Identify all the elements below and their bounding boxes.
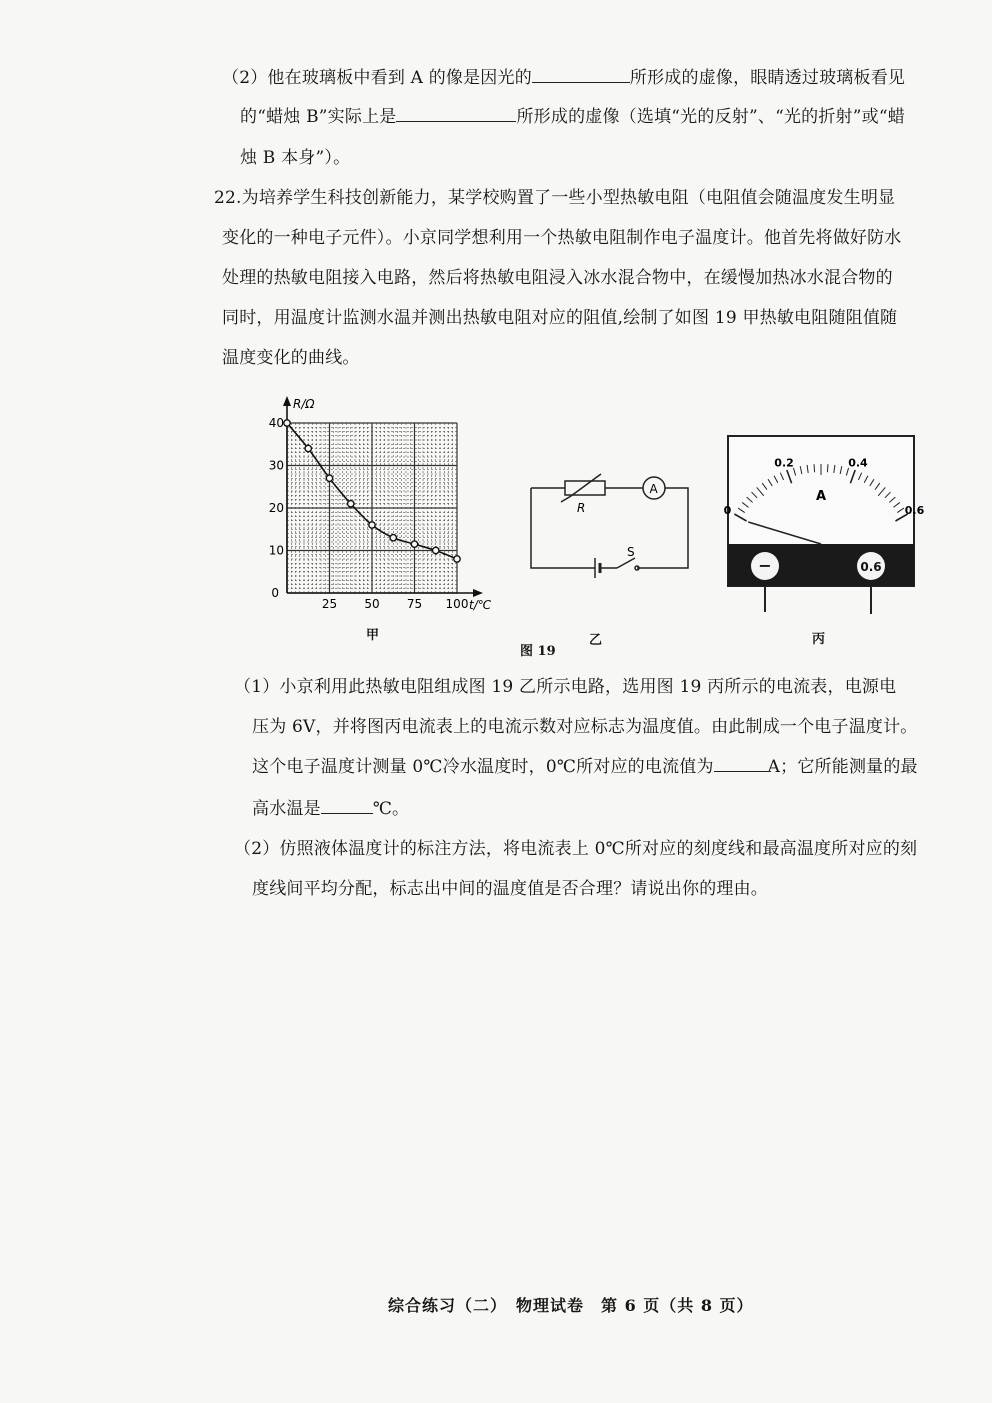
terminal-label: 0.6 bbox=[860, 560, 882, 574]
q21-text: 的“蜡烛 B”实际上是 bbox=[240, 107, 397, 127]
q22-part2-line: 度线间平均分配，标志出中间的温度值是否合理？请说出你的理由。 bbox=[252, 879, 768, 899]
q22-part1-line bbox=[252, 752, 918, 777]
x-axis-label: t/℃ bbox=[469, 598, 492, 612]
q22-text: 高水温是 bbox=[252, 799, 321, 819]
switch-blade bbox=[617, 558, 635, 568]
answer-blank[interactable] bbox=[714, 757, 768, 772]
data-point bbox=[433, 547, 439, 553]
q21-part2-line1 bbox=[222, 63, 905, 88]
minus-sign: − bbox=[758, 556, 772, 575]
x-tick-label: 100 bbox=[445, 597, 469, 611]
x-tick-label: 25 bbox=[321, 597, 338, 611]
figure-label-jia: 甲 bbox=[366, 628, 380, 643]
y-tick-label: 40 bbox=[268, 416, 284, 430]
meter-tick-label: 0.2 bbox=[774, 456, 794, 470]
q22-part1-line bbox=[252, 794, 409, 819]
q22-part2-line: （2）仿照液体温度计的标注方法，将电流表上 0℃所对应的刻度线和最高温度所对应的刻 bbox=[234, 839, 918, 859]
data-point bbox=[284, 420, 290, 426]
q22-text: 压为 6V，并将图丙电流表上的电流示数对应标志为温度值。由此制成一个电子温度计。 bbox=[252, 717, 918, 737]
meter-tick-label: 0.4 bbox=[848, 456, 868, 470]
page-footer: 综合练习（二） 物理试卷 第 6 页（共 8 页） bbox=[388, 1296, 754, 1315]
thermistor-symbol bbox=[565, 481, 605, 495]
q21-text: （2）他在玻璃板中看到 A 的像是因光的 bbox=[222, 68, 532, 88]
circuit-wire bbox=[637, 488, 688, 568]
x-tick-label: 50 bbox=[364, 597, 380, 611]
q22-intro-line: 同时，用温度计监测水温并测出热敏电阻对应的阻值,绘制了如图 19 甲热敏电阻随阻值随 bbox=[222, 308, 898, 328]
q22-part1-line: （1）小京利用此热敏电阻组成图 19 乙所示电路，选用图 19 丙所示的电流表，电源电 bbox=[234, 677, 897, 697]
q21-part2-line3: 烛 B 本身”）。 bbox=[240, 148, 351, 168]
y-tick-label: 10 bbox=[268, 543, 284, 558]
q22-intro-line: 22.为培养学生科技创新能力，某学校购置了一些小型热敏电阻（电阻值会随温度发生明显 bbox=[214, 188, 896, 208]
q21-text: 所形成的虚像，眼睛透过玻璃板看见 bbox=[629, 68, 906, 88]
ammeter-letter: A bbox=[649, 482, 658, 496]
meter-tick bbox=[814, 464, 815, 472]
switch-label: S bbox=[627, 545, 635, 559]
y-axis-label: R/Ω bbox=[293, 397, 315, 411]
graph-labels bbox=[269, 397, 492, 612]
data-point bbox=[348, 501, 354, 507]
y-tick-label: 20 bbox=[268, 501, 284, 515]
resistor-label: R bbox=[577, 501, 586, 515]
answer-blank[interactable] bbox=[321, 799, 373, 814]
x-tick-label: 75 bbox=[406, 597, 423, 611]
q22-text: ℃。 bbox=[372, 799, 410, 819]
x-axis-arrow bbox=[473, 589, 483, 597]
q21-text: 所形成的虚像（选填“光的反射”、“光的折射”或“蜡 bbox=[516, 107, 905, 127]
data-point bbox=[411, 541, 417, 547]
origin-label: 0 bbox=[271, 586, 279, 600]
q22-text: 这个电子温度计测量 0℃冷水温度时，0℃所对应的电流值为 bbox=[252, 757, 714, 777]
q21-part2-line2 bbox=[240, 102, 905, 127]
graph-grid bbox=[287, 423, 457, 593]
q22-text: A；它所能测量的最 bbox=[767, 757, 918, 777]
q22-part1-line bbox=[252, 712, 918, 737]
meter-tick bbox=[827, 464, 828, 472]
meter-tick-label: 0 bbox=[723, 504, 732, 517]
data-point bbox=[326, 475, 332, 481]
answer-blank[interactable] bbox=[396, 107, 516, 122]
data-point bbox=[369, 522, 375, 528]
thermistor-arrow bbox=[561, 474, 601, 502]
y-axis-arrow bbox=[283, 396, 291, 406]
figure-caption: 图 19 bbox=[520, 644, 556, 659]
figure-label-bing: 丙 bbox=[812, 632, 826, 647]
meter-tick-label: 0.6 bbox=[904, 504, 925, 517]
q22-intro-line: 处理的热敏电阻接入电路，然后将热敏电阻浸入冰水混合物中，在缓慢加热冰水混合物的 bbox=[222, 268, 893, 288]
y-tick-label: 30 bbox=[268, 458, 284, 473]
data-point bbox=[454, 556, 460, 562]
q22-intro-line: 温度变化的曲线。 bbox=[222, 348, 360, 368]
answer-blank[interactable] bbox=[532, 68, 630, 83]
data-point bbox=[305, 445, 311, 451]
resistance-temperature-graph bbox=[265, 390, 515, 620]
ammeter bbox=[723, 432, 925, 617]
figure-label-yi: 乙 bbox=[589, 633, 603, 648]
q22-intro-line: 变化的一种电子元件）。小京同学想利用一个热敏电阻制作电子温度计。他首先将做好防水 bbox=[222, 228, 902, 248]
meter-unit: A bbox=[815, 489, 827, 504]
data-point bbox=[390, 535, 396, 541]
circuit-diagram bbox=[525, 470, 695, 580]
